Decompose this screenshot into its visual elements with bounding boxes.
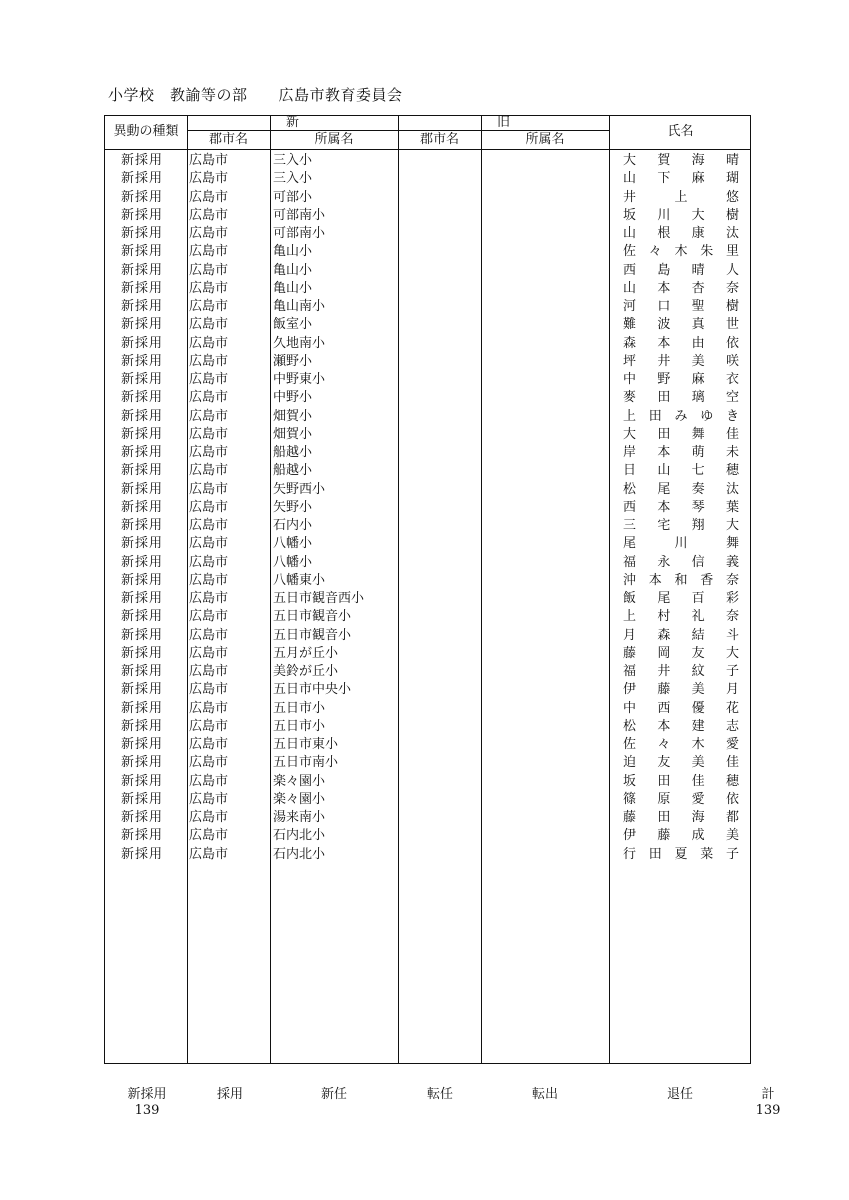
cell-city: 広島市 [189, 810, 229, 825]
cell-kind: 新採用 [121, 773, 164, 789]
cell-city: 広島市 [189, 828, 229, 844]
cell-city: 広島市 [189, 299, 229, 314]
cell-city: 広島市 [189, 280, 229, 296]
cell-kind: 新採用 [121, 536, 164, 552]
cell-kind: 新採用 [121, 700, 164, 716]
table-row [105, 827, 750, 845]
cell-name: 上 村 礼 奈 [623, 609, 739, 625]
table-row [105, 718, 750, 736]
table-row [105, 627, 750, 645]
table-row [105, 426, 750, 444]
cell-kind: 新採用 [121, 226, 164, 241]
cell-name: 尾 川 舞 [623, 536, 739, 552]
table-row [105, 152, 750, 170]
cell-school: 五日市観音小 [273, 627, 352, 643]
cell-city: 広島市 [189, 353, 229, 369]
cell-kind: 新採用 [121, 810, 164, 825]
cell-city: 広島市 [189, 226, 229, 241]
table-row [105, 791, 750, 809]
cell-school: 美鈴が丘小 [273, 664, 339, 679]
cell-name: 上 田 み ゆ き [623, 408, 739, 424]
summary-total-count: 139 [755, 1103, 781, 1118]
summary-transfer-label: 転任 [426, 1087, 453, 1102]
cell-school: 矢野西小 [273, 481, 326, 497]
cell-kind: 新採用 [121, 682, 164, 698]
cell-name: 山 下 麻 瑚 [623, 171, 739, 187]
table-row [105, 462, 750, 480]
cell-city: 広島市 [189, 499, 229, 515]
table-row [105, 444, 750, 462]
cell-name: 森 本 由 依 [623, 335, 739, 351]
cell-city: 広島市 [189, 262, 229, 278]
cell-name: 坂 川 大 樹 [623, 207, 739, 223]
cell-school: 可部南小 [273, 207, 326, 223]
table-row [105, 590, 750, 608]
cell-city: 広島市 [189, 189, 229, 205]
cell-name: 篠 原 愛 依 [623, 791, 739, 807]
cell-kind: 新採用 [121, 445, 164, 460]
header-city-new: 郡市名 [208, 132, 248, 147]
cell-kind: 新採用 [121, 171, 164, 187]
table-row [105, 517, 750, 535]
cell-school: 石内北小 [273, 828, 326, 844]
cell-kind: 新採用 [121, 609, 164, 625]
cell-school: 三入小 [273, 171, 313, 187]
table-row [105, 736, 750, 754]
cell-city: 広島市 [189, 755, 229, 771]
cell-city: 広島市 [189, 627, 229, 643]
cell-kind: 新採用 [121, 317, 164, 333]
cell-city: 広島市 [189, 737, 229, 752]
summary-hire-label: 採用 [216, 1087, 243, 1102]
cell-name: 大 田 舞 佳 [623, 426, 739, 442]
cell-kind: 新採用 [121, 572, 164, 588]
header-school-old: 所属名 [525, 132, 565, 147]
cell-kind: 新採用 [121, 153, 164, 168]
table-row [105, 371, 750, 389]
cell-school: 湯来南小 [273, 810, 326, 825]
cell-kind: 新採用 [121, 737, 164, 752]
summary-total-label: 計 [761, 1087, 775, 1102]
cell-kind: 新採用 [121, 554, 164, 570]
cell-school: 畑賀小 [273, 426, 313, 442]
cell-school: 瀬野小 [273, 353, 313, 369]
cell-school: 八幡東小 [273, 572, 326, 588]
header-city-old: 郡市名 [419, 132, 459, 147]
cell-kind: 新採用 [121, 262, 164, 278]
cell-city: 広島市 [189, 408, 229, 424]
cell-city: 広島市 [189, 171, 229, 187]
cell-name: 福 井 紋 子 [623, 664, 739, 679]
table-row [105, 554, 750, 572]
cell-name: 伊 藤 成 美 [623, 828, 739, 844]
cell-name: 中 野 麻 衣 [623, 372, 739, 387]
cell-name: 山 根 康 汰 [623, 226, 739, 241]
table-row [105, 316, 750, 334]
cell-name: 藤 田 海 都 [623, 810, 739, 825]
header-kind: 異動の種類 [113, 124, 179, 139]
cell-kind: 新採用 [121, 463, 164, 479]
cell-school: 五日市東小 [273, 737, 339, 752]
cell-city: 広島市 [189, 445, 229, 460]
cell-kind: 新採用 [121, 499, 164, 515]
cell-kind: 新採用 [121, 408, 164, 424]
cell-school: 楽々園小 [273, 791, 326, 807]
table-row [105, 809, 750, 827]
cell-school: 五日市観音西小 [273, 591, 365, 606]
cell-name: 中 西 優 花 [623, 700, 739, 716]
cell-city: 広島市 [189, 207, 229, 223]
cell-name: 坂 田 佳 穂 [623, 773, 739, 789]
cell-school: 八幡小 [273, 554, 313, 570]
table-row [105, 243, 750, 261]
table-row [105, 389, 750, 407]
cell-school: 石内小 [273, 518, 313, 533]
cell-school: 楽々園小 [273, 773, 326, 789]
cell-kind: 新採用 [121, 372, 164, 387]
cell-name: 迫 友 美 佳 [623, 755, 739, 771]
table-row [105, 754, 750, 772]
cell-school: 可部小 [273, 189, 313, 205]
table-row [105, 681, 750, 699]
cell-name: 日 山 七 穂 [623, 463, 739, 479]
cell-city: 広島市 [189, 317, 229, 333]
cell-name: 藤 岡 友 大 [623, 645, 739, 661]
cell-school: 石内北小 [273, 846, 326, 862]
cell-school: 亀山小 [273, 262, 313, 278]
cell-school: 矢野小 [273, 499, 313, 515]
table-row [105, 280, 750, 298]
cell-city: 広島市 [189, 609, 229, 625]
cell-city: 広島市 [189, 426, 229, 442]
cell-city: 広島市 [189, 554, 229, 570]
table-row [105, 225, 750, 243]
cell-kind: 新採用 [121, 244, 164, 260]
page-title: 小学校 教諭等の部 広島市教育委員会 [108, 86, 403, 104]
header-name: 氏名 [667, 124, 694, 139]
cell-kind: 新採用 [121, 846, 164, 862]
table-body [105, 152, 750, 864]
header-group-old: 旧 [496, 115, 510, 130]
cell-city: 広島市 [189, 718, 229, 734]
cell-kind: 新採用 [121, 645, 164, 661]
cell-name: 河 口 聖 樹 [623, 299, 739, 314]
header-group-new: 新 [285, 115, 299, 130]
table-row [105, 353, 750, 371]
cell-city: 広島市 [189, 682, 229, 698]
cell-name: 福 永 信 義 [623, 554, 739, 570]
table-row [105, 663, 750, 681]
table-row [105, 645, 750, 663]
personnel-table [104, 115, 751, 1064]
cell-kind: 新採用 [121, 353, 164, 369]
cell-name: 岸 本 萌 未 [623, 445, 739, 460]
cell-name: 難 波 真 世 [623, 317, 739, 333]
cell-name: 麥 田 璃 空 [623, 390, 739, 406]
cell-school: 三入小 [273, 153, 313, 168]
table-row [105, 481, 750, 499]
table-row [105, 262, 750, 280]
cell-kind: 新採用 [121, 518, 164, 533]
table-row [105, 298, 750, 316]
cell-name: 山 本 杏 奈 [623, 280, 739, 296]
table-row [105, 499, 750, 517]
cell-city: 広島市 [189, 591, 229, 606]
cell-city: 広島市 [189, 846, 229, 862]
cell-kind: 新採用 [121, 791, 164, 807]
cell-kind: 新採用 [121, 828, 164, 844]
cell-school: 五日市南小 [273, 755, 339, 771]
cell-kind: 新採用 [121, 718, 164, 734]
table-row [105, 700, 750, 718]
cell-school: 飯室小 [273, 317, 313, 333]
cell-kind: 新採用 [121, 664, 164, 679]
cell-city: 広島市 [189, 700, 229, 716]
cell-name: 坪 井 美 咲 [623, 353, 739, 369]
cell-city: 広島市 [189, 244, 229, 260]
summary-transfer-out-label: 転出 [531, 1087, 558, 1102]
cell-kind: 新採用 [121, 390, 164, 406]
cell-name: 三 宅 翔 大 [623, 518, 739, 533]
cell-kind: 新採用 [121, 627, 164, 643]
table-row [105, 535, 750, 553]
cell-school: 五日市中央小 [273, 682, 352, 698]
cell-kind: 新採用 [121, 189, 164, 205]
cell-kind: 新採用 [121, 481, 164, 497]
cell-kind: 新採用 [121, 755, 164, 771]
cell-school: 中野小 [273, 390, 313, 406]
table-row [105, 207, 750, 225]
cell-school: 船越小 [273, 445, 313, 460]
table-row [105, 170, 750, 188]
cell-school: 八幡小 [273, 536, 313, 552]
cell-name: 西 島 晴 人 [623, 262, 739, 278]
cell-school: 船越小 [273, 463, 313, 479]
cell-name: 大 賀 海 晴 [623, 153, 739, 168]
cell-school: 久地南小 [273, 335, 326, 351]
cell-name: 佐 々 木 朱 里 [623, 244, 739, 260]
table-row [105, 408, 750, 426]
cell-kind: 新採用 [121, 335, 164, 351]
cell-city: 広島市 [189, 773, 229, 789]
cell-kind: 新採用 [121, 299, 164, 314]
cell-city: 広島市 [189, 518, 229, 533]
cell-school: 亀山小 [273, 280, 313, 296]
cell-school: 五日市小 [273, 718, 326, 734]
cell-name: 佐 々 木 愛 [623, 737, 739, 752]
cell-school: 五日市観音小 [273, 609, 352, 625]
cell-name: 沖 本 和 香 奈 [623, 572, 739, 588]
cell-city: 広島市 [189, 664, 229, 679]
cell-name: 西 本 琴 葉 [623, 499, 739, 515]
table-row [105, 608, 750, 626]
cell-name: 松 本 建 志 [623, 718, 739, 734]
table-row [105, 773, 750, 791]
cell-city: 広島市 [189, 463, 229, 479]
cell-kind: 新採用 [121, 426, 164, 442]
cell-city: 広島市 [189, 791, 229, 807]
cell-school: 中野東小 [273, 372, 326, 387]
cell-city: 広島市 [189, 536, 229, 552]
cell-city: 広島市 [189, 645, 229, 661]
cell-kind: 新採用 [121, 207, 164, 223]
summary-new-hire-count: 139 [134, 1103, 160, 1118]
cell-name: 月 森 結 斗 [623, 627, 739, 643]
summary-appoint-label: 新任 [320, 1087, 347, 1102]
cell-name: 行 田 夏 菜 子 [623, 846, 739, 862]
cell-city: 広島市 [189, 572, 229, 588]
summary-retire-label: 退任 [666, 1087, 693, 1102]
table-row [105, 189, 750, 207]
cell-school: 亀山南小 [273, 299, 326, 314]
cell-name: 松 尾 奏 汰 [623, 481, 739, 497]
table-row [105, 846, 750, 864]
cell-city: 広島市 [189, 390, 229, 406]
cell-school: 五日市小 [273, 700, 326, 716]
header-school-new: 所属名 [314, 132, 354, 147]
cell-name: 井 上 悠 [623, 189, 739, 205]
table-row [105, 335, 750, 353]
cell-kind: 新採用 [121, 591, 164, 606]
cell-name: 伊 藤 美 月 [623, 682, 739, 698]
header-bottom-rule [105, 149, 750, 150]
cell-school: 畑賀小 [273, 408, 313, 424]
cell-city: 広島市 [189, 335, 229, 351]
cell-name: 飯 尾 百 彩 [623, 591, 739, 606]
summary-new-hire-label: 新採用 [127, 1087, 167, 1102]
cell-school: 亀山小 [273, 244, 313, 260]
cell-school: 五月が丘小 [273, 645, 339, 661]
cell-school: 可部南小 [273, 226, 326, 241]
cell-kind: 新採用 [121, 280, 164, 296]
cell-city: 広島市 [189, 481, 229, 497]
table-row [105, 572, 750, 590]
cell-city: 広島市 [189, 372, 229, 387]
cell-city: 広島市 [189, 153, 229, 168]
